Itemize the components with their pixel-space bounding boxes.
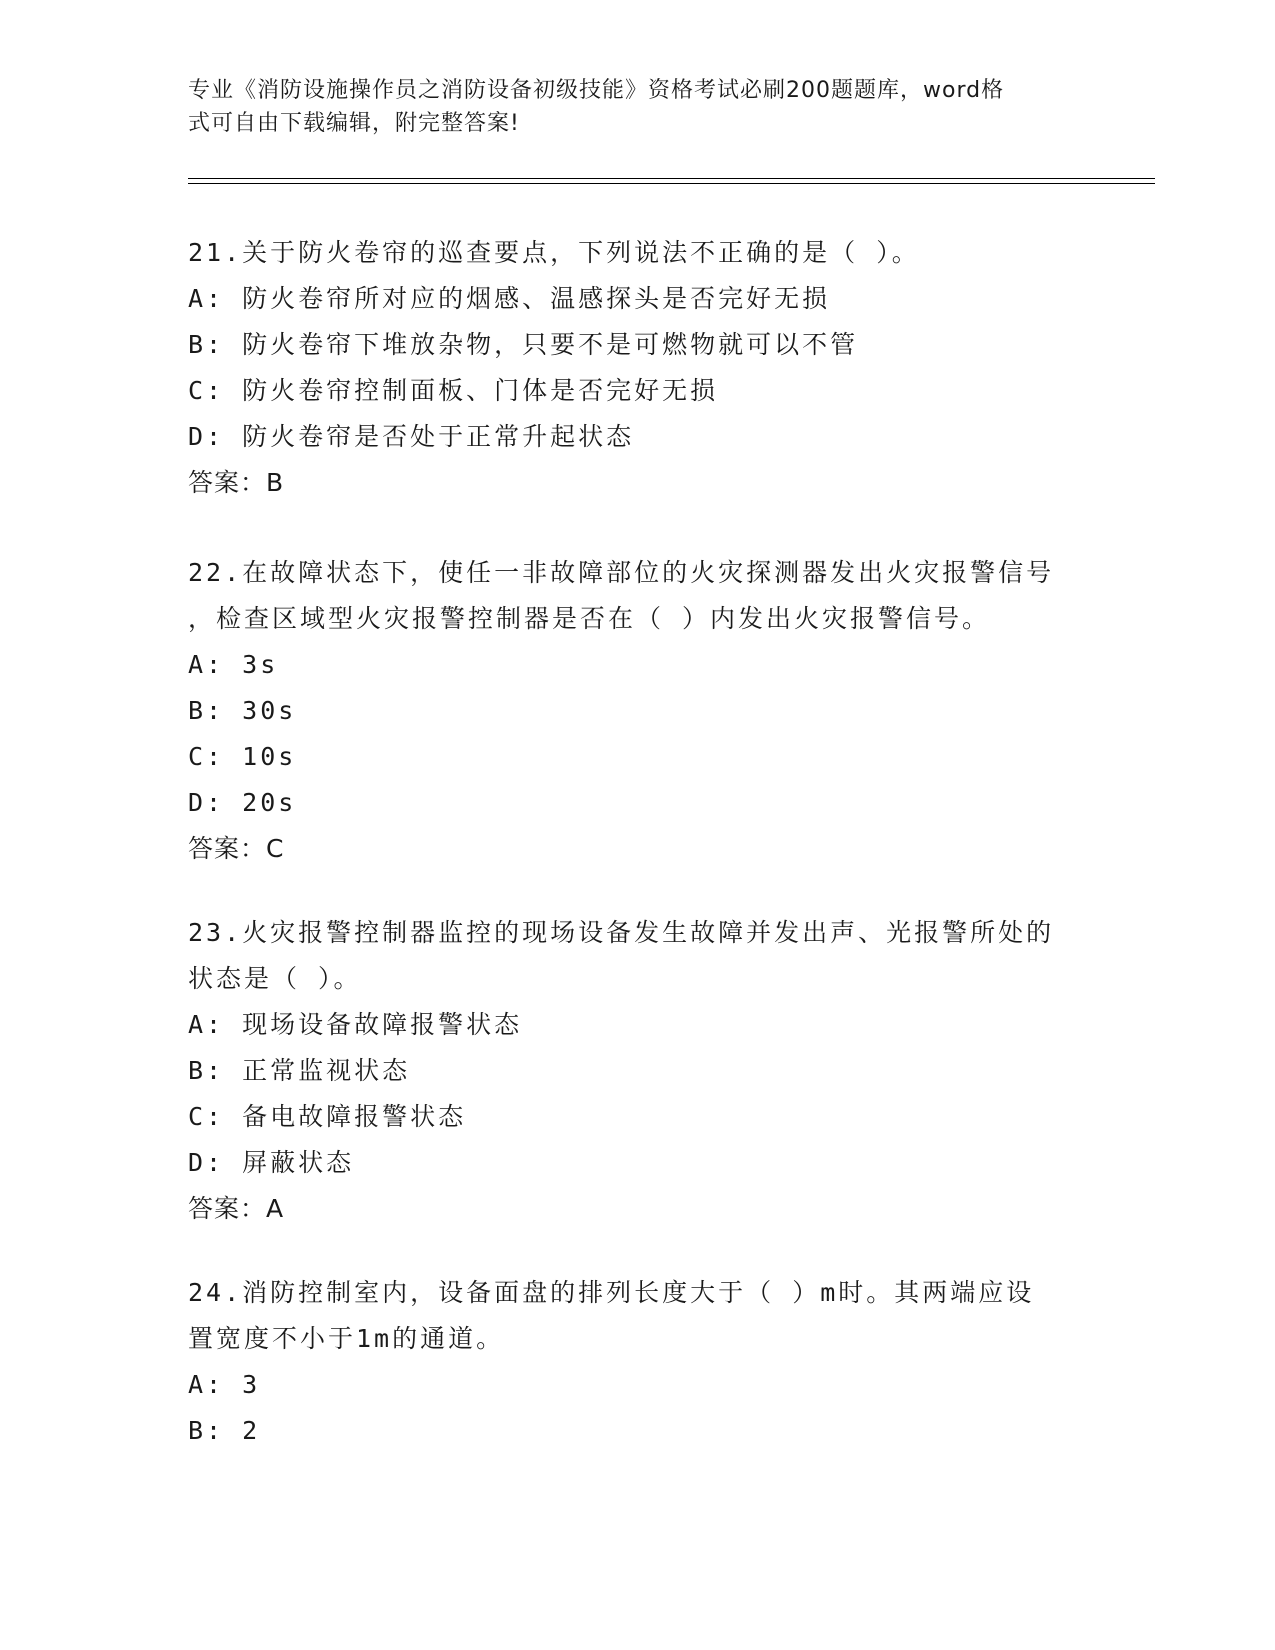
option-text: 防火卷帘控制面板、门体是否完好无损 bbox=[224, 376, 719, 405]
document-header bbox=[188, 74, 1068, 140]
option-c bbox=[188, 368, 1088, 414]
question-21 bbox=[188, 230, 1088, 506]
option-b bbox=[188, 1408, 1088, 1454]
option-text: 防火卷帘下堆放杂物，只要不是可燃物就可以不管 bbox=[224, 330, 859, 359]
option-a bbox=[188, 1002, 1088, 1048]
option-d bbox=[188, 1140, 1088, 1186]
option-text: 10s bbox=[224, 742, 297, 771]
option-c bbox=[188, 1094, 1088, 1140]
option-text: 防火卷帘是否处于正常升起状态 bbox=[224, 422, 635, 451]
question-stem-line-2: 置宽度不小于1m的通道。 bbox=[188, 1324, 505, 1353]
option-text: 3s bbox=[224, 650, 279, 679]
option-text: 正常监视状态 bbox=[224, 1056, 411, 1085]
option-key: A: bbox=[188, 1370, 225, 1399]
option-key: C: bbox=[188, 1102, 225, 1131]
option-text: 备电故障报警状态 bbox=[224, 1102, 467, 1131]
option-a bbox=[188, 642, 1088, 688]
question-stem-line-1: 22.在故障状态下，使任一非故障部位的火灾探测器发出火灾报警信号 bbox=[188, 558, 1055, 587]
option-key: D: bbox=[188, 1148, 225, 1177]
option-b bbox=[188, 688, 1088, 734]
option-a bbox=[188, 276, 1088, 322]
option-key: D: bbox=[188, 422, 225, 451]
option-d bbox=[188, 780, 1088, 826]
header-divider-top bbox=[188, 178, 1155, 179]
option-b bbox=[188, 322, 1088, 368]
question-stem-line-2: ，检查区域型火灾报警控制器是否在（ ）内发出火灾报警信号。 bbox=[188, 604, 991, 633]
option-key: D: bbox=[188, 788, 225, 817]
option-b bbox=[188, 1048, 1088, 1094]
option-text: 30s bbox=[224, 696, 297, 725]
option-key: C: bbox=[188, 376, 225, 405]
option-key: C: bbox=[188, 742, 225, 771]
option-key: B: bbox=[188, 330, 225, 359]
option-key: B: bbox=[188, 696, 225, 725]
header-line-2: 式可自由下载编辑，附完整答案! bbox=[188, 111, 520, 136]
option-c bbox=[188, 734, 1088, 780]
question-stem-line-2: 状态是（ ）。 bbox=[188, 964, 362, 993]
option-key: A: bbox=[188, 650, 225, 679]
option-key: B: bbox=[188, 1056, 225, 1085]
option-text: 防火卷帘所对应的烟感、温感探头是否完好无损 bbox=[224, 284, 831, 313]
option-key: A: bbox=[188, 284, 225, 313]
question-22 bbox=[188, 550, 1088, 872]
question-stem-line-1: 24.消防控制室内，设备面盘的排列长度大于（ ）m时。其两端应设 bbox=[188, 1278, 1035, 1307]
header-line-1: 专业《消防设施操作员之消防设备初级技能》资格考试必刷200题题库，word格 bbox=[188, 78, 1005, 103]
option-text: 3 bbox=[224, 1370, 261, 1399]
question-stem: 21.关于防火卷帘的巡查要点，下列说法不正确的是（ ）。 bbox=[188, 238, 920, 267]
answer: 答案：A bbox=[188, 1194, 285, 1223]
answer: 答案：C bbox=[188, 834, 285, 863]
option-key: A: bbox=[188, 1010, 225, 1039]
option-text: 20s bbox=[224, 788, 297, 817]
option-key: B: bbox=[188, 1416, 225, 1445]
option-text: 2 bbox=[224, 1416, 261, 1445]
option-text: 现场设备故障报警状态 bbox=[224, 1010, 523, 1039]
question-24 bbox=[188, 1270, 1088, 1454]
answer: 答案：B bbox=[188, 468, 285, 497]
option-a bbox=[188, 1362, 1088, 1408]
question-23 bbox=[188, 910, 1088, 1232]
question-stem-line-1: 23.火灾报警控制器监控的现场设备发生故障并发出声、光报警所处的 bbox=[188, 918, 1055, 947]
header-divider-bottom bbox=[188, 183, 1155, 184]
option-d bbox=[188, 414, 1088, 460]
option-text: 屏蔽状态 bbox=[224, 1148, 355, 1177]
